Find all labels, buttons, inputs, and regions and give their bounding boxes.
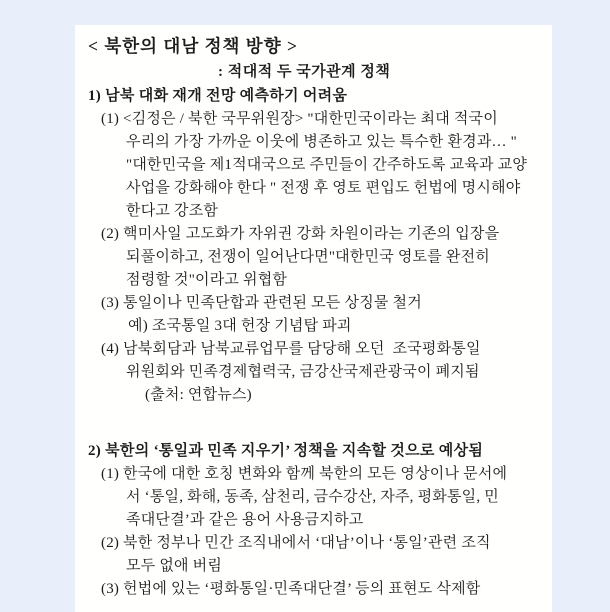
doc-line: (4) 남북회담과 남북교류업무를 담당해 오던 조국평화통일 <box>101 341 481 357</box>
section-2 <box>88 440 542 601</box>
document-subtitle: : 적대적 두 국가관계 정책 <box>218 64 391 80</box>
doc-line: "대한민국을 제1적대국으로 주민들이 간주하도록 교육과 교양 <box>126 157 528 173</box>
doc-line: (3) 헌법에 있는 ‘평화통일·민족대단결’ 등의 표현도 삭제함 <box>101 581 481 597</box>
section-1 <box>88 85 542 407</box>
section-2-heading: 2) 북한의 ‘통일과 민족 지우기’ 정책을 지속할 것으로 예상됨 <box>88 443 484 459</box>
doc-line: (2) 핵미사일 고도화가 자위권 강화 차원이라는 기존의 입장을 <box>101 226 500 242</box>
doc-line: 점령할 것"이라고 위협함 <box>126 272 288 288</box>
doc-line: 우리의 가장 가까운 이웃에 병존하고 있는 특수한 환경과… " <box>126 134 517 150</box>
doc-line: 사업을 강화해야 한다 " 전쟁 후 영토 편입도 헌법에 명시해야 <box>126 180 521 196</box>
doc-line-example: 예) 조국통일 3대 헌장 기념탑 파괴 <box>128 318 352 334</box>
doc-line: (3) 통일이나 민족단합과 관련된 모든 상징물 철거 <box>101 295 422 311</box>
doc-line: 모두 없애 버림 <box>126 558 223 574</box>
document-title: < 북한의 대남 정책 방향 > <box>88 36 298 56</box>
doc-line: (2) 북한 정부나 민간 조직내에서 ‘대남’이나 ‘통일’관련 조직 <box>101 535 491 551</box>
doc-line: (1) 한국에 대한 호칭 변화와 함께 북한의 모든 영상이나 문서에 <box>101 466 508 482</box>
doc-line: 되풀이하고, 전쟁이 일어난다면"대한민국 영토를 완전히 <box>126 249 490 265</box>
doc-line: (1) <김정은 / 북한 국무위원장> "대한민국이라는 최대 적국이 <box>101 111 498 127</box>
doc-line: 서 ‘통일, 화해, 동족, 삼천리, 금수강산, 자주, 평화통일, 민 <box>126 489 499 505</box>
doc-line-source: (출처: 연합뉴스) <box>145 387 252 403</box>
document-card <box>75 25 552 612</box>
doc-line: 한다고 강조함 <box>126 203 219 219</box>
doc-line: 위원회와 민족경제협력국, 금강산국제관광국이 폐지됨 <box>126 364 480 380</box>
section-1-heading: 1) 남북 대화 재개 전망 예측하기 어려움 <box>88 88 348 104</box>
doc-line: 족대단결’과 같은 용어 사용금지하고 <box>126 512 364 528</box>
